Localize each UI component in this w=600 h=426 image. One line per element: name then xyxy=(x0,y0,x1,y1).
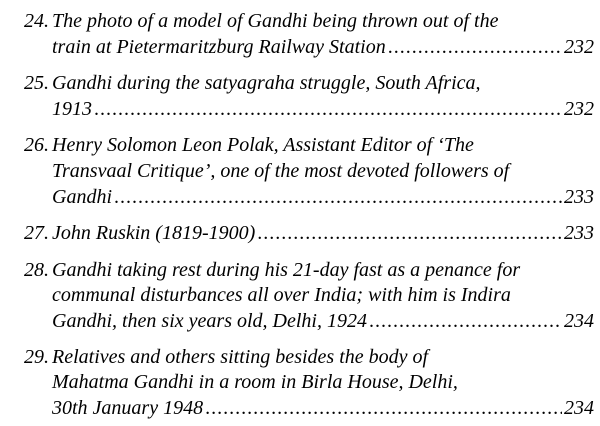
entry-leader-line xyxy=(52,98,594,120)
entry-leader-line xyxy=(52,397,594,419)
entry-line: Transvaal Critique’, one of the most devoted followers of xyxy=(52,160,510,182)
dot-leader xyxy=(257,222,562,244)
entry-line: Gandhi during the satyagraha struggle, South Africa, xyxy=(52,72,481,94)
entry-number: 27. xyxy=(24,222,49,244)
dot-leader xyxy=(388,36,562,58)
dot-leader xyxy=(114,186,562,208)
entry-line: 1913 xyxy=(52,98,92,120)
entry-number: 28. xyxy=(24,259,49,281)
entry-line: Gandhi taking rest during his 21-day fast as a penance for xyxy=(52,259,521,281)
entry-line: Gandhi xyxy=(52,186,112,208)
entry-line: The photo of a model of Gandhi being thrown out of the xyxy=(52,10,499,32)
entry-line: Gandhi, then six years old, Delhi, 1924 xyxy=(52,310,367,332)
page-number: 232 xyxy=(564,98,594,120)
entry-line: train at Pietermaritzburg Railway Station xyxy=(52,36,386,58)
dot-leader xyxy=(369,310,562,332)
dot-leader xyxy=(205,397,562,419)
page-number: 234 xyxy=(564,310,594,332)
entry-leader-line xyxy=(52,310,594,332)
entry-leader-line xyxy=(52,222,594,244)
page-number: 232 xyxy=(564,36,594,58)
entry-line: Henry Solomon Leon Polak, Assistant Editor of ‘The xyxy=(52,134,474,156)
entry-line: 30th January 1948 xyxy=(52,397,204,419)
entry-line: communal disturbances all over India; with him is Indira xyxy=(52,284,511,306)
entry-leader-line xyxy=(52,36,594,58)
entry-line: John Ruskin (1819-1900) xyxy=(52,222,256,244)
entry-leader-line xyxy=(52,186,594,208)
entry-number: 26. xyxy=(24,134,49,156)
entry-line: Mahatma Gandhi in a room in Birla House, Delhi, xyxy=(52,371,458,393)
page-number: 234 xyxy=(564,397,594,419)
dot-leader xyxy=(94,98,562,120)
entry-line: Relatives and others sitting besides the body of xyxy=(52,346,429,368)
entry-number: 25. xyxy=(24,72,49,94)
page-number: 233 xyxy=(564,222,594,244)
entry-number: 29. xyxy=(24,346,49,368)
page-number: 233 xyxy=(564,186,594,208)
entry-number: 24. xyxy=(24,10,49,32)
